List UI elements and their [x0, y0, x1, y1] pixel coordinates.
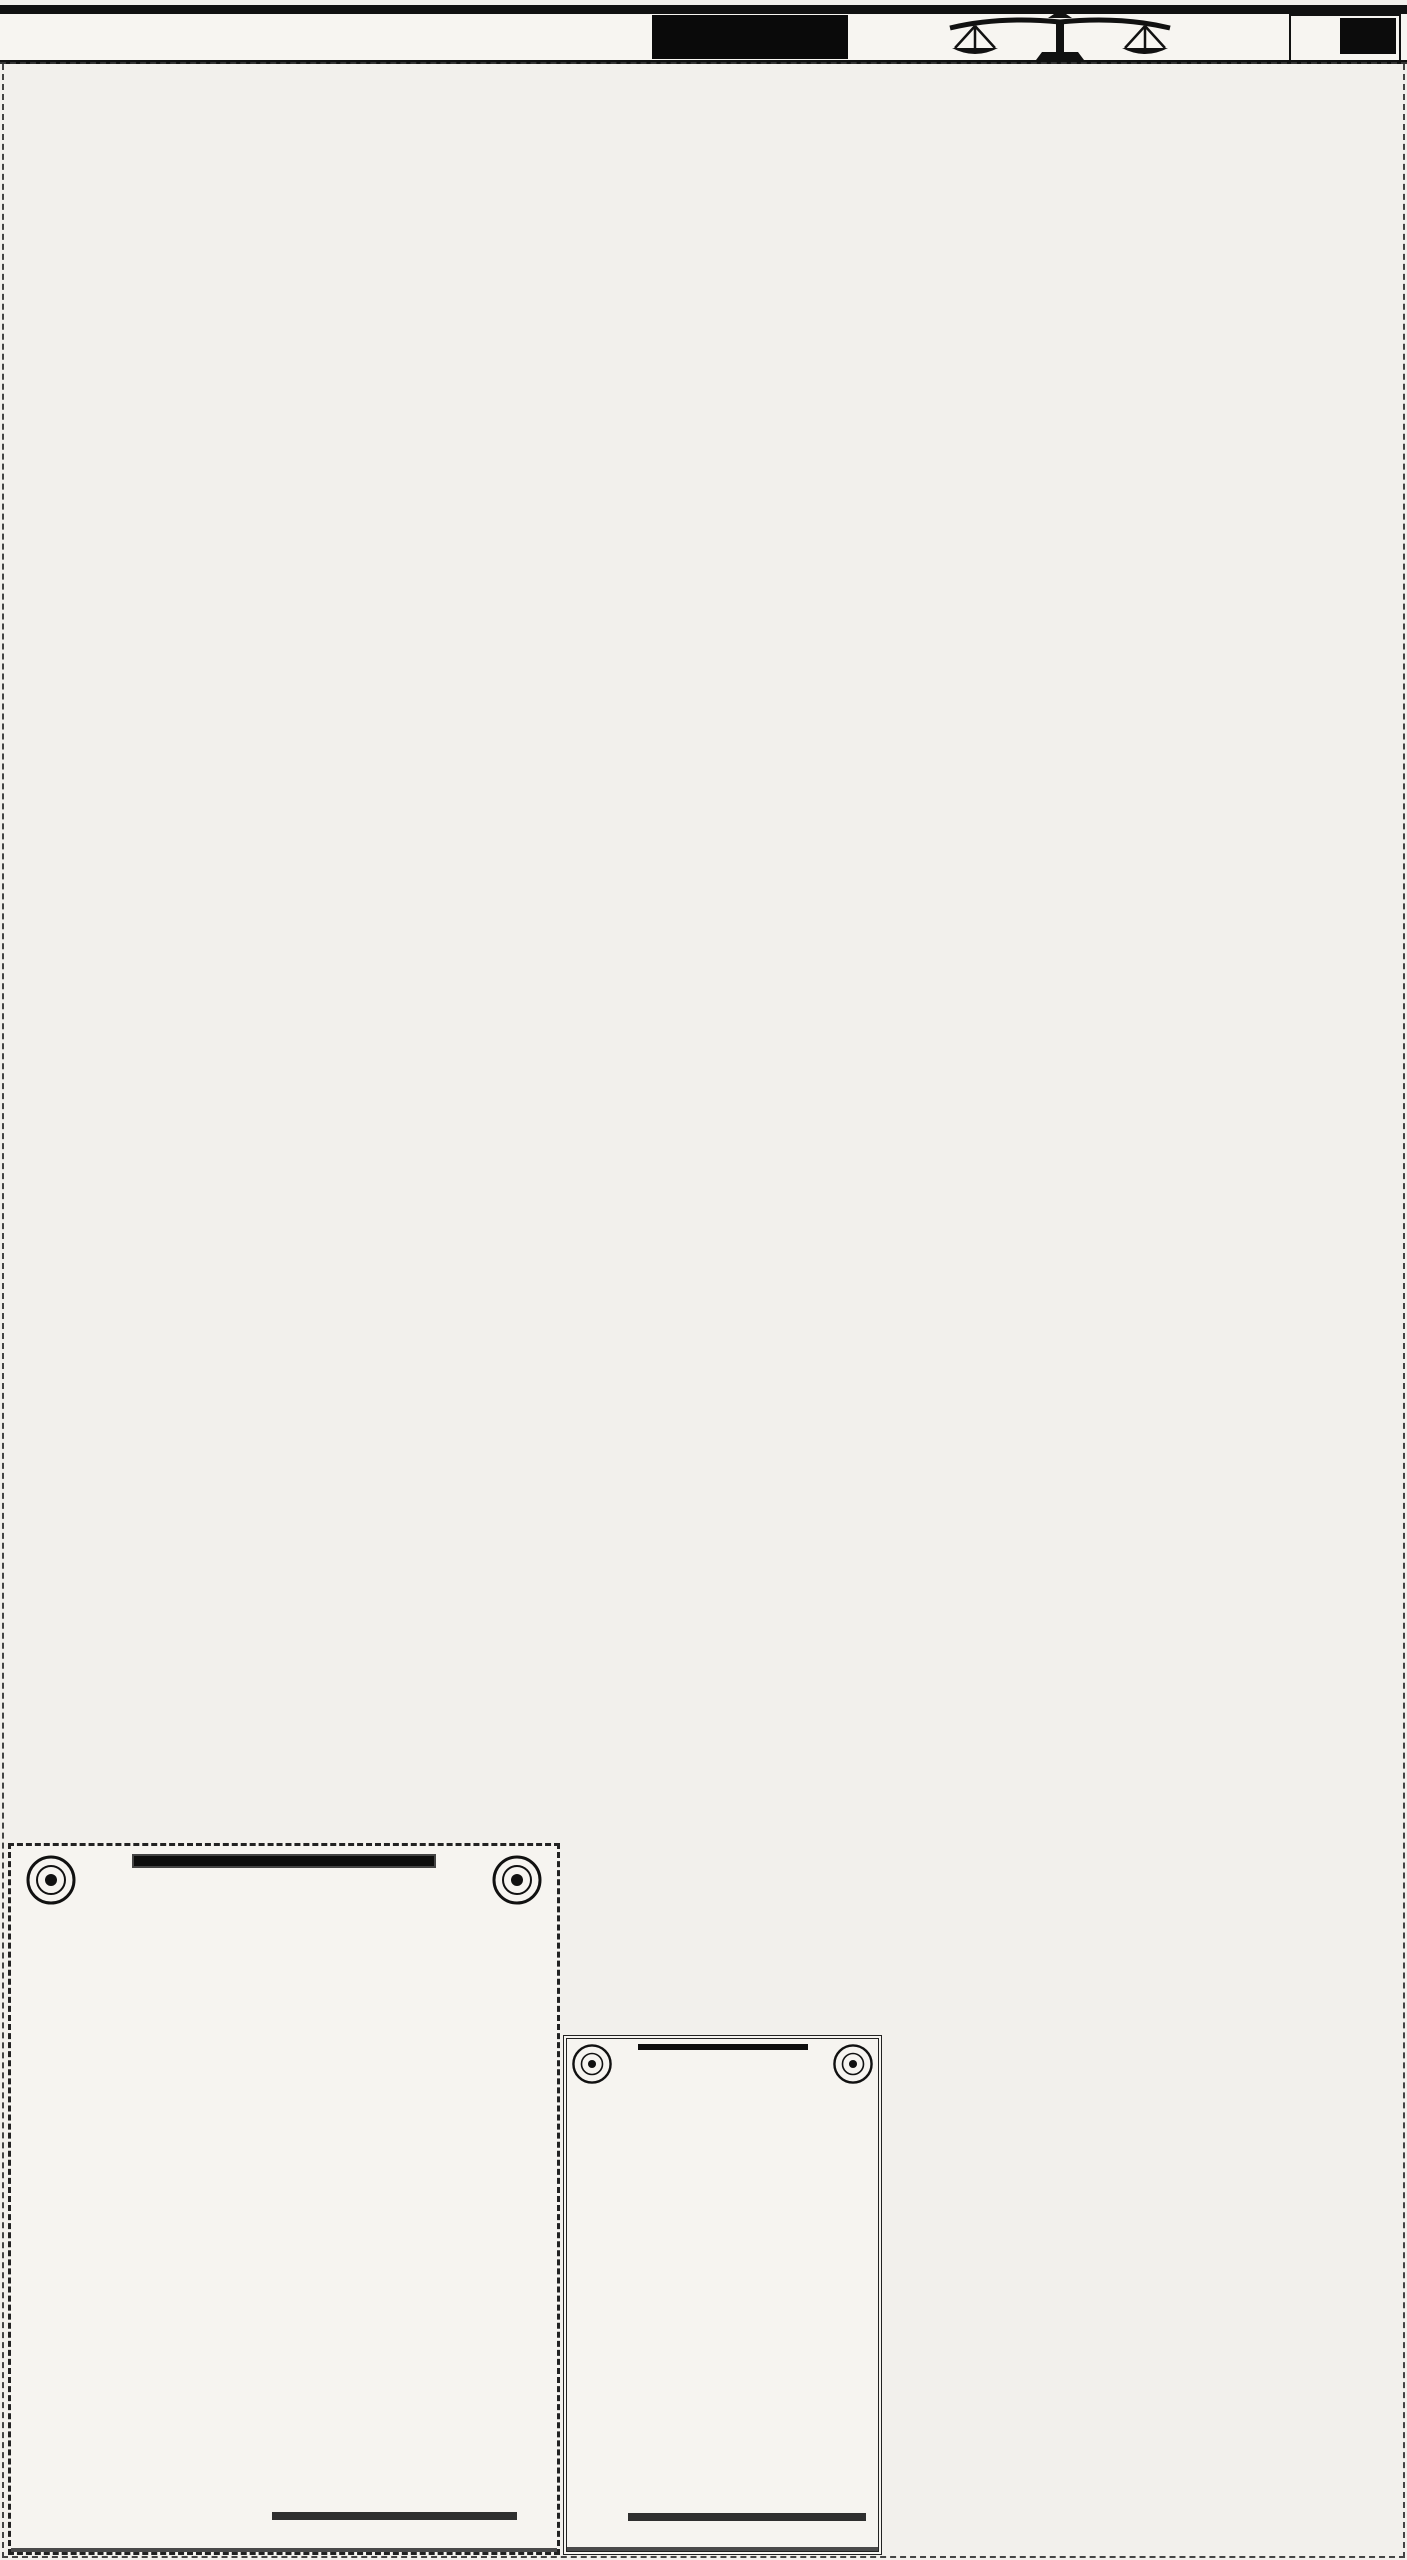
phe-crest-icon-right	[491, 1854, 543, 1906]
tender-title	[132, 1854, 436, 1868]
page-number	[1340, 18, 1396, 54]
corrigendum-signature-box	[628, 2513, 866, 2521]
page-number-frame	[1289, 14, 1401, 62]
meezan-calligraphy-logo	[652, 15, 848, 59]
govt-crest-icon-right	[832, 2043, 874, 2085]
govt-crest-icon-left	[571, 2043, 613, 2085]
notice-inviting-tender-box	[8, 1843, 560, 2555]
corrigendum-title	[638, 2044, 808, 2050]
masthead	[0, 14, 1407, 64]
phe-crest-icon-left	[25, 1854, 77, 1906]
masthead-top-rule	[0, 5, 1407, 14]
dpr-social-strip	[567, 2547, 878, 2551]
scales-of-justice-icon	[930, 14, 1190, 60]
corrigendum-box	[563, 2035, 882, 2555]
tender-signature-box	[272, 2512, 517, 2520]
dpr-social-strip	[11, 2548, 557, 2552]
